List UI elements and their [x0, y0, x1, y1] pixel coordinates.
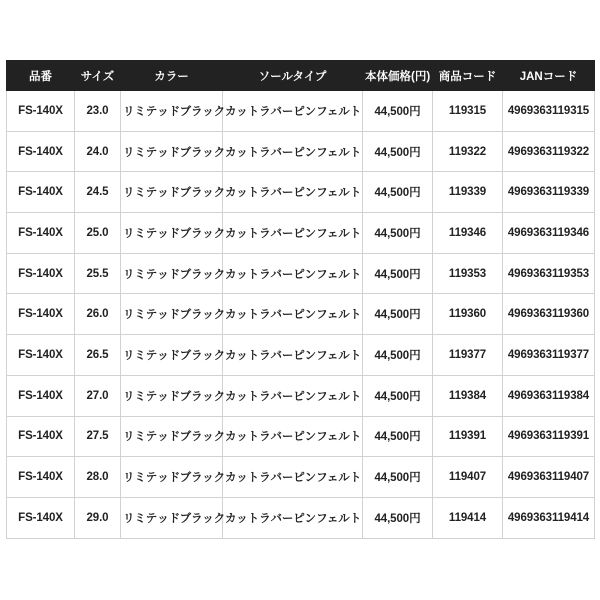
- cell-product-code: 119407: [433, 457, 503, 498]
- cell-product-code: 119384: [433, 375, 503, 416]
- cell-product-code: 119339: [433, 172, 503, 213]
- cell-size: 26.5: [75, 335, 121, 376]
- cell-product-code: 119346: [433, 213, 503, 254]
- cell-sole-type: カットラバーピンフェルト: [223, 294, 363, 335]
- table-row: [7, 335, 595, 376]
- cell-price: 44,500円: [363, 213, 433, 254]
- cell-product-number: FS-140X: [7, 497, 75, 538]
- product-table-container: [6, 60, 594, 539]
- cell-color: リミテッドブラック: [121, 375, 223, 416]
- table-row: [7, 253, 595, 294]
- cell-product-number: FS-140X: [7, 335, 75, 376]
- cell-color: リミテッドブラック: [121, 172, 223, 213]
- table-row: [7, 294, 595, 335]
- cell-price: 44,500円: [363, 131, 433, 172]
- cell-price: 44,500円: [363, 375, 433, 416]
- product-table: [6, 60, 595, 539]
- cell-sole-type: カットラバーピンフェルト: [223, 213, 363, 254]
- cell-sole-type: カットラバーピンフェルト: [223, 253, 363, 294]
- header-product-code: 商品コード: [433, 61, 503, 91]
- cell-size: 24.5: [75, 172, 121, 213]
- cell-color: リミテッドブラック: [121, 91, 223, 132]
- cell-size: 26.0: [75, 294, 121, 335]
- cell-sole-type: カットラバーピンフェルト: [223, 131, 363, 172]
- cell-sole-type: カットラバーピンフェルト: [223, 375, 363, 416]
- cell-color: リミテッドブラック: [121, 416, 223, 457]
- cell-price: 44,500円: [363, 335, 433, 376]
- cell-size: 27.0: [75, 375, 121, 416]
- cell-price: 44,500円: [363, 457, 433, 498]
- cell-price: 44,500円: [363, 294, 433, 335]
- cell-price: 44,500円: [363, 91, 433, 132]
- cell-jan-code: 4969363119322: [503, 131, 595, 172]
- cell-price: 44,500円: [363, 416, 433, 457]
- cell-product-number: FS-140X: [7, 457, 75, 498]
- table-row: [7, 91, 595, 132]
- cell-product-code: 119353: [433, 253, 503, 294]
- cell-sole-type: カットラバーピンフェルト: [223, 416, 363, 457]
- cell-jan-code: 4969363119384: [503, 375, 595, 416]
- cell-sole-type: カットラバーピンフェルト: [223, 457, 363, 498]
- cell-size: 28.0: [75, 457, 121, 498]
- cell-color: リミテッドブラック: [121, 294, 223, 335]
- cell-size: 23.0: [75, 91, 121, 132]
- cell-product-number: FS-140X: [7, 294, 75, 335]
- cell-jan-code: 4969363119339: [503, 172, 595, 213]
- cell-color: リミテッドブラック: [121, 457, 223, 498]
- cell-price: 44,500円: [363, 253, 433, 294]
- cell-product-number: FS-140X: [7, 213, 75, 254]
- cell-sole-type: カットラバーピンフェルト: [223, 91, 363, 132]
- cell-sole-type: カットラバーピンフェルト: [223, 335, 363, 376]
- cell-color: リミテッドブラック: [121, 253, 223, 294]
- table-header-row: [7, 61, 595, 91]
- table-row: [7, 497, 595, 538]
- table-row: [7, 172, 595, 213]
- cell-jan-code: 4969363119391: [503, 416, 595, 457]
- cell-product-number: FS-140X: [7, 131, 75, 172]
- table-row: [7, 213, 595, 254]
- cell-jan-code: 4969363119414: [503, 497, 595, 538]
- header-sole-type: ソールタイプ: [223, 61, 363, 91]
- cell-product-number: FS-140X: [7, 172, 75, 213]
- cell-color: リミテッドブラック: [121, 335, 223, 376]
- cell-size: 27.5: [75, 416, 121, 457]
- cell-price: 44,500円: [363, 172, 433, 213]
- cell-product-number: FS-140X: [7, 375, 75, 416]
- cell-size: 25.5: [75, 253, 121, 294]
- cell-product-code: 119377: [433, 335, 503, 376]
- table-row: [7, 416, 595, 457]
- cell-jan-code: 4969363119360: [503, 294, 595, 335]
- cell-product-code: 119360: [433, 294, 503, 335]
- header-jan-code: JANコード: [503, 61, 595, 91]
- cell-size: 29.0: [75, 497, 121, 538]
- cell-product-code: 119322: [433, 131, 503, 172]
- table-row: [7, 375, 595, 416]
- table-row: [7, 131, 595, 172]
- header-price: 本体価格(円): [363, 61, 433, 91]
- table-row: [7, 457, 595, 498]
- cell-size: 25.0: [75, 213, 121, 254]
- cell-sole-type: カットラバーピンフェルト: [223, 497, 363, 538]
- cell-product-code: 119391: [433, 416, 503, 457]
- header-product-number: 品番: [7, 61, 75, 91]
- cell-color: リミテッドブラック: [121, 131, 223, 172]
- cell-product-code: 119315: [433, 91, 503, 132]
- cell-product-number: FS-140X: [7, 416, 75, 457]
- cell-color: リミテッドブラック: [121, 497, 223, 538]
- cell-jan-code: 4969363119315: [503, 91, 595, 132]
- header-size: サイズ: [75, 61, 121, 91]
- header-color: カラー: [121, 61, 223, 91]
- cell-jan-code: 4969363119346: [503, 213, 595, 254]
- cell-sole-type: カットラバーピンフェルト: [223, 172, 363, 213]
- cell-product-number: FS-140X: [7, 91, 75, 132]
- cell-jan-code: 4969363119353: [503, 253, 595, 294]
- cell-jan-code: 4969363119407: [503, 457, 595, 498]
- cell-size: 24.0: [75, 131, 121, 172]
- cell-product-number: FS-140X: [7, 253, 75, 294]
- cell-product-code: 119414: [433, 497, 503, 538]
- cell-price: 44,500円: [363, 497, 433, 538]
- cell-jan-code: 4969363119377: [503, 335, 595, 376]
- cell-color: リミテッドブラック: [121, 213, 223, 254]
